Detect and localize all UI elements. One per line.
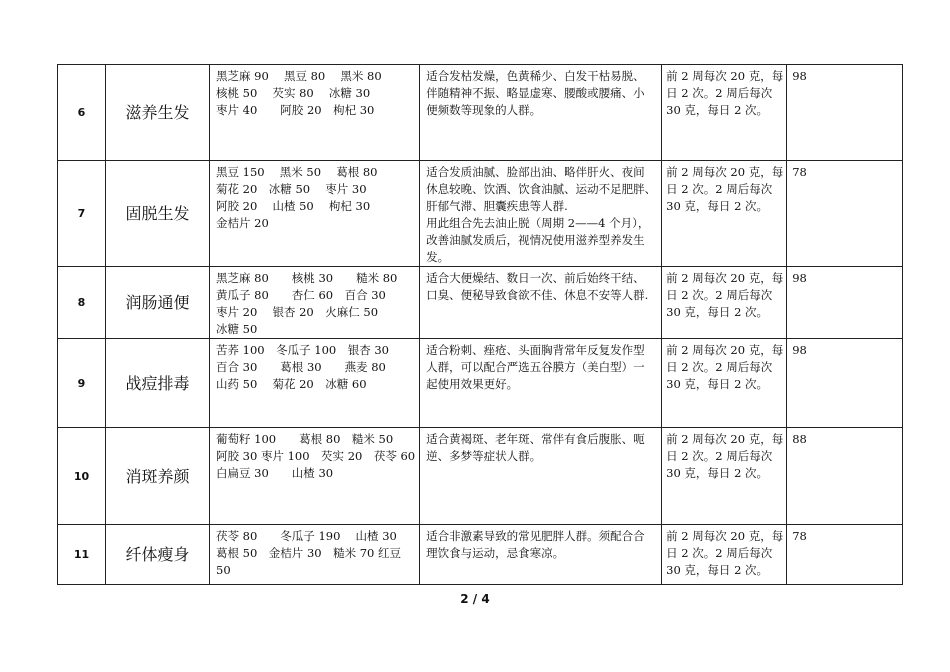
table-row bbox=[58, 525, 903, 585]
description-line: 口臭、便秘导致食欲不佳、休息不安等人群. bbox=[426, 288, 649, 302]
ingredients-line: 黑芝麻 90 黑豆 80 黑米 80 bbox=[216, 69, 382, 83]
description-line: 适合发枯发燥，色黄稀少、白发干枯易脱、 bbox=[426, 69, 645, 83]
description-line: 用此组合先去油止脱（周期 2——4 个月）， bbox=[426, 216, 650, 230]
row-number: 10 bbox=[58, 428, 106, 525]
price-cell: 98 bbox=[787, 339, 903, 428]
usage-line: 30 克，每日 2 次。 bbox=[666, 305, 769, 319]
ingredients-line: 阿胶 30 枣片 100 芡实 20 茯苓 60 bbox=[216, 449, 416, 463]
ingredients-line: 菊花 20 冰糖 50 枣片 30 bbox=[216, 182, 367, 196]
usage-cell bbox=[662, 161, 787, 267]
description-line: 逆、多梦等症状人群。 bbox=[426, 449, 542, 463]
ingredients-line: 山药 50 菊花 20 冰糖 60 bbox=[216, 377, 367, 391]
usage-line: 30 克，每日 2 次。 bbox=[666, 103, 769, 117]
ingredients-cell bbox=[210, 65, 420, 161]
description-cell bbox=[420, 525, 662, 585]
ingredients-line: 黑豆 150 黑米 50 葛根 80 bbox=[216, 165, 378, 179]
ingredients-line: 百合 30 葛根 30 燕麦 80 bbox=[216, 360, 386, 374]
ingredients-cell bbox=[210, 339, 420, 428]
row-number: 8 bbox=[58, 267, 106, 339]
usage-line: 日 2 次。2 周后每次 bbox=[666, 546, 773, 560]
product-name: 战痘排毒 bbox=[106, 339, 210, 428]
ingredients-line: 核桃 50 芡实 80 冰糖 30 bbox=[216, 86, 371, 100]
usage-line: 30 克，每日 2 次。 bbox=[666, 466, 769, 480]
ingredients-line: 黄瓜子 80 杏仁 60 百合 30 bbox=[216, 288, 386, 302]
usage-cell bbox=[662, 428, 787, 525]
price-cell: 88 bbox=[787, 428, 903, 525]
usage-line: 日 2 次。2 周后每次 bbox=[666, 449, 773, 463]
description-line: 肝郁气滞、胆囊疾患等人群. bbox=[426, 199, 568, 213]
ingredients-line: 枣片 20 银杏 20 火麻仁 50 bbox=[216, 305, 379, 319]
usage-line: 日 2 次。2 周后每次 bbox=[666, 86, 773, 100]
row-number: 6 bbox=[58, 65, 106, 161]
ingredients-line: 黑芝麻 80 核桃 30 糙米 80 bbox=[216, 271, 398, 285]
usage-cell bbox=[662, 339, 787, 428]
row-number: 9 bbox=[58, 339, 106, 428]
usage-line: 30 克，每日 2 次。 bbox=[666, 377, 769, 391]
description-cell bbox=[420, 267, 662, 339]
description-line: 适合粉刺、痤疮、头面胸背常年反复发作型 bbox=[426, 343, 645, 357]
description-cell bbox=[420, 161, 662, 267]
description-line: 适合发质油腻、脸部出油、略伴肝火、夜间 bbox=[426, 165, 645, 179]
description-line: 理饮食与运动，忌食寒凉。 bbox=[426, 546, 565, 560]
ingredients-line: 葡萄籽 100 葛根 80 糙米 50 bbox=[216, 432, 394, 446]
usage-line: 前 2 周每次 20 克，每 bbox=[666, 165, 784, 179]
ingredients-line: 苦荞 100 冬瓜子 100 银杏 30 bbox=[216, 343, 389, 357]
table-row bbox=[58, 161, 903, 267]
description-line: 适合非激素导致的常见肥胖人群。须配合合 bbox=[426, 529, 645, 543]
description-line: 改善油腻发质后，视情况使用滋养型养发生 bbox=[426, 233, 645, 247]
product-name: 固脱生发 bbox=[106, 161, 210, 267]
ingredients-line: 冰糖 50 bbox=[216, 322, 258, 336]
price-cell: 78 bbox=[787, 161, 903, 267]
page-number: 2 / 4 bbox=[460, 592, 490, 606]
ingredients-line: 葛根 50 金桔片 30 糙米 70 红豆 bbox=[216, 546, 402, 560]
ingredients-cell bbox=[210, 161, 420, 267]
price-cell: 98 bbox=[787, 65, 903, 161]
ingredients-line: 白扁豆 30 山楂 30 bbox=[216, 466, 334, 480]
description-line: 适合黄褐斑、老年斑、常伴有食后腹胀、呃 bbox=[426, 432, 645, 446]
description-cell bbox=[420, 428, 662, 525]
usage-cell bbox=[662, 65, 787, 161]
table-row bbox=[58, 339, 903, 428]
usage-cell bbox=[662, 525, 787, 585]
usage-line: 30 克，每日 2 次。 bbox=[666, 563, 769, 577]
product-name: 纤体瘦身 bbox=[106, 525, 210, 585]
usage-cell bbox=[662, 267, 787, 339]
ingredients-line: 金桔片 20 bbox=[216, 216, 269, 230]
ingredients-line: 阿胶 20 山楂 50 枸杞 30 bbox=[216, 199, 371, 213]
usage-line: 前 2 周每次 20 克，每 bbox=[666, 69, 784, 83]
usage-line: 前 2 周每次 20 克，每 bbox=[666, 271, 784, 285]
price-cell: 98 bbox=[787, 267, 903, 339]
product-name: 滋养生发 bbox=[106, 65, 210, 161]
ingredients-cell bbox=[210, 428, 420, 525]
product-table bbox=[57, 64, 903, 585]
description-cell bbox=[420, 339, 662, 428]
usage-line: 日 2 次。2 周后每次 bbox=[666, 182, 773, 196]
table-row bbox=[58, 267, 903, 339]
description-line: 起使用效果更好。 bbox=[426, 377, 519, 391]
ingredients-cell bbox=[210, 267, 420, 339]
description-line: 伴随精神不振、略显虚寒、腰酸或腰痛、小 bbox=[426, 86, 645, 100]
description-line: 休息较晚、饮酒、饮食油腻、运动不足肥胖、 bbox=[426, 182, 657, 196]
usage-line: 前 2 周每次 20 克，每 bbox=[666, 529, 784, 543]
row-number: 11 bbox=[58, 525, 106, 585]
description-line: 发。 bbox=[426, 250, 450, 264]
ingredients-line: 枣片 40 阿胶 20 枸杞 30 bbox=[216, 103, 375, 117]
ingredients-line: 50 bbox=[216, 563, 231, 577]
product-name: 润肠通便 bbox=[106, 267, 210, 339]
usage-line: 日 2 次。2 周后每次 bbox=[666, 360, 773, 374]
usage-line: 前 2 周每次 20 克，每 bbox=[666, 343, 784, 357]
usage-line: 日 2 次。2 周后每次 bbox=[666, 288, 773, 302]
description-cell bbox=[420, 65, 662, 161]
row-number: 7 bbox=[58, 161, 106, 267]
price-cell: 78 bbox=[787, 525, 903, 585]
table-row bbox=[58, 65, 903, 161]
table-row bbox=[58, 428, 903, 525]
description-line: 适合大便燥结、数日一次、前后始终干结、 bbox=[426, 271, 645, 285]
description-line: 人群，可以配合严选五谷膜方（美白型）一 bbox=[426, 360, 645, 374]
product-name: 消斑养颜 bbox=[106, 428, 210, 525]
ingredients-line: 茯苓 80 冬瓜子 190 山楂 30 bbox=[216, 529, 397, 543]
ingredients-cell bbox=[210, 525, 420, 585]
usage-line: 前 2 周每次 20 克，每 bbox=[666, 432, 784, 446]
description-line: 便频数等现象的人群。 bbox=[426, 103, 542, 117]
usage-line: 30 克，每日 2 次。 bbox=[666, 199, 769, 213]
